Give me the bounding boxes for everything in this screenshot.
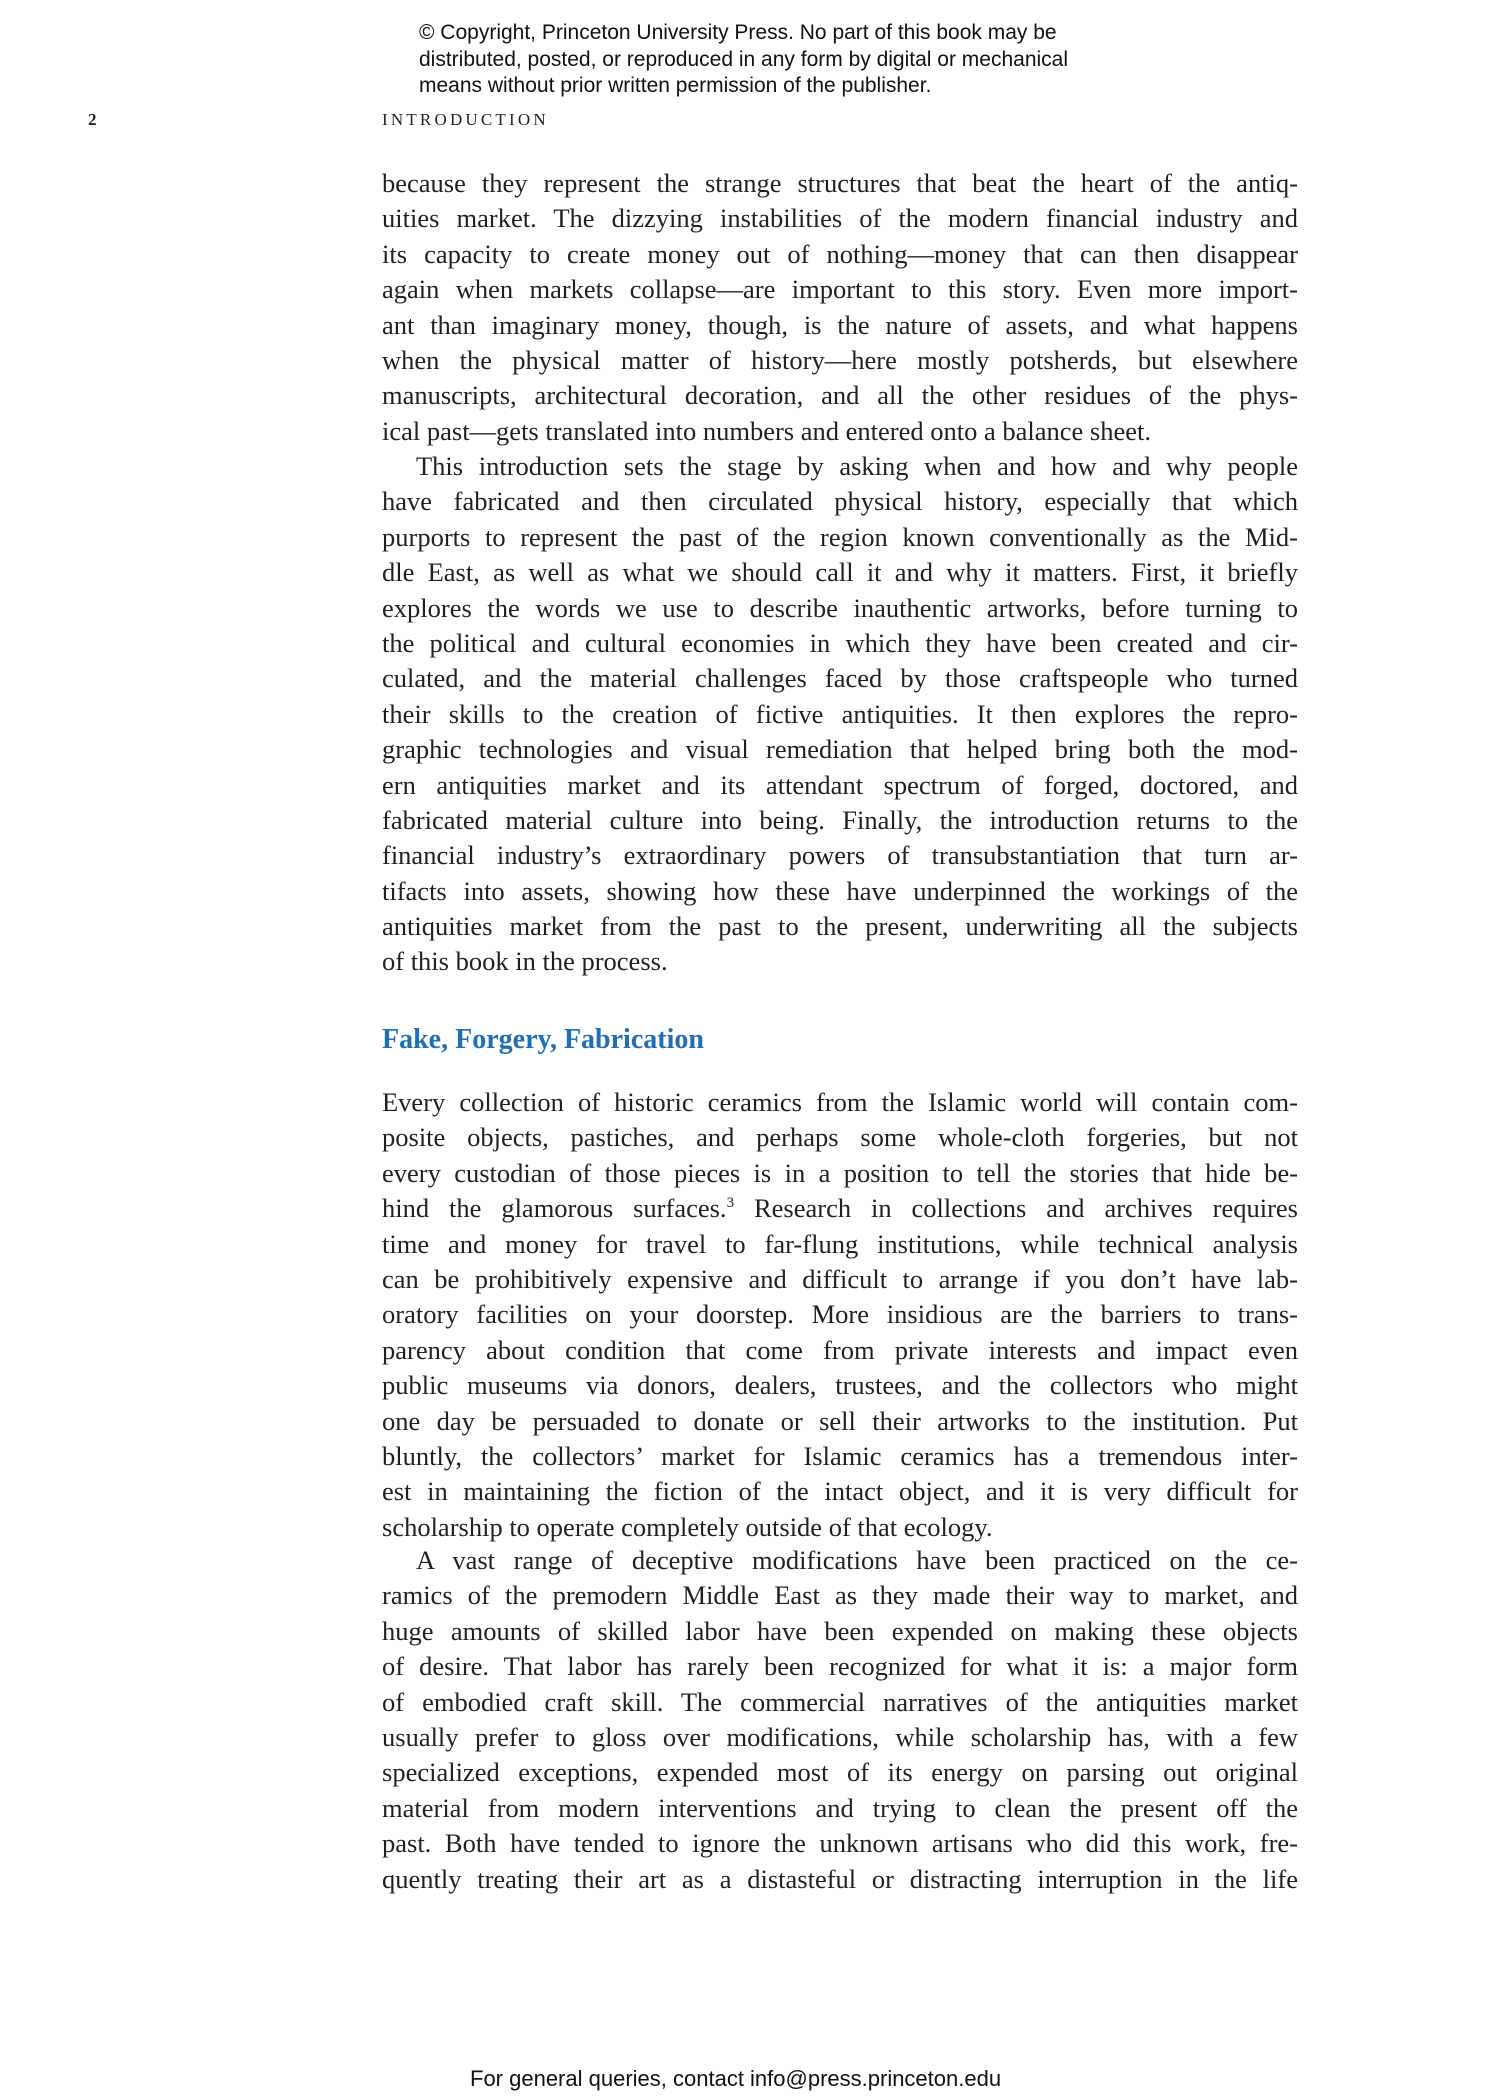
text-line: tifacts into assets, showing how these have underpinned the workings of the bbox=[382, 875, 1298, 906]
text-line: past. Both have tended to ignore the unknown artisans who did this work, fre- bbox=[382, 1828, 1298, 1859]
text-line: quently treating their art as a distasteful or distracting interruption in the life bbox=[382, 1863, 1298, 1894]
text-line: of this book in the process. bbox=[382, 946, 668, 977]
text-segment: hind the glamorous surfaces. bbox=[382, 1193, 727, 1224]
text-line: huge amounts of skilled labor have been expended on making these objects bbox=[382, 1615, 1298, 1646]
footnote-reference[interactable]: 3 bbox=[726, 1195, 735, 1212]
text-line: public museums via donors, dealers, trustees, and the collectors who might bbox=[382, 1370, 1298, 1401]
text-line: can be prohibitively expensive and difficult to arrange if you don’t have lab- bbox=[382, 1263, 1298, 1294]
text-line: parency about condition that come from private interests and impact even bbox=[382, 1334, 1298, 1365]
text-line: every custodian of those pieces is in a position to tell the stories that hide be- bbox=[382, 1157, 1298, 1188]
text-segment: Research in collections and archives requires bbox=[734, 1193, 1298, 1224]
paragraph bbox=[382, 166, 1298, 449]
text-line: because they represent the strange structures that beat the heart of the antiq- bbox=[382, 168, 1298, 198]
text-line: usually prefer to gloss over modifications, while scholarship has, with a few bbox=[382, 1721, 1298, 1752]
text-line: the political and cultural economies in which they have been created and cir- bbox=[382, 627, 1298, 658]
text-line: culated, and the material challenges faced by those craftspeople who turned bbox=[382, 663, 1298, 694]
text-line: of desire. That labor has rarely been recognized for what it is: a major form bbox=[382, 1651, 1298, 1682]
text-line: again when markets collapse—are important to this story. Even more import- bbox=[382, 274, 1298, 305]
text-line: manuscripts, architectural decoration, and all the other residues of the phys- bbox=[382, 380, 1298, 411]
text-line: est in maintaining the fiction of the intact object, and it is very difficult for bbox=[382, 1476, 1298, 1507]
text-line: graphic technologies and visual remediation that helped bring both the mod- bbox=[382, 734, 1298, 765]
text-line: time and money for travel to far-flung institutions, while technical analysis bbox=[382, 1228, 1298, 1259]
text-line: posite objects, pastiches, and perhaps some whole-cloth forgeries, but not bbox=[382, 1122, 1298, 1153]
text-line: A vast range of deceptive modifications have been practiced on the ce- bbox=[416, 1545, 1298, 1575]
text-line: uities market. The dizzying instabilities of the modern financial industry and bbox=[382, 203, 1298, 234]
text-line: explores the words we use to describe inauthentic artworks, before turning to bbox=[382, 592, 1298, 623]
footer-contact: For general queries, contact info@press.princeton.edu bbox=[470, 2066, 1002, 2091]
text-line: ramics of the premodern Middle East as they made their way to market, and bbox=[382, 1580, 1298, 1611]
text-line: of embodied craft skill. The commercial narratives of the antiquities market bbox=[382, 1686, 1298, 1717]
page-number: 2 bbox=[88, 110, 97, 129]
paragraph bbox=[382, 1085, 1298, 1545]
text-line: one day be persuaded to donate or sell their artworks to the institution. Put bbox=[382, 1405, 1298, 1436]
text-line: ant than imaginary money, though, is the nature of assets, and what happens bbox=[382, 309, 1298, 340]
paragraph bbox=[382, 449, 1298, 980]
copyright-notice bbox=[419, 20, 1068, 100]
text-line: bluntly, the collectors’ market for Islamic ceramics has a tremendous inter- bbox=[382, 1440, 1298, 1471]
text-line: oratory facilities on your doorstep. More insidious are the barriers to trans- bbox=[382, 1299, 1298, 1330]
text-line: their skills to the creation of fictive antiquities. It then explores the repro- bbox=[382, 698, 1298, 729]
text-line: financial industry’s extraordinary powers of transubstantiation that turn ar- bbox=[382, 840, 1298, 871]
text-line: specialized exceptions, expended most of its energy on parsing out original bbox=[382, 1757, 1298, 1788]
paragraph bbox=[382, 1543, 1298, 1897]
text-line: Every collection of historic ceramics from the Islamic world will contain com- bbox=[382, 1087, 1298, 1117]
section-heading: Fake, Forgery, Fabrication bbox=[382, 1024, 704, 1055]
copyright-line: means without prior written permission of the publisher. bbox=[419, 74, 932, 97]
copyright-line: © Copyright, Princeton University Press. No part of this book may be bbox=[419, 21, 1057, 44]
text-line: dle East, as well as what we should call it and why it matters. First, it briefly bbox=[382, 557, 1298, 588]
text-line: This introduction sets the stage by asking when and how and why people bbox=[416, 451, 1298, 481]
text-line: when the physical matter of history—here mostly potsherds, but elsewhere bbox=[382, 344, 1298, 375]
text-line: fabricated material culture into being. Finally, the introduction returns to the bbox=[382, 804, 1298, 835]
text-line: its capacity to create money out of nothing—money that can then disappear bbox=[382, 238, 1298, 269]
copyright-line: distributed, posted, or reproduced in any form by digital or mechanical bbox=[419, 47, 1069, 71]
text-line: ical past—gets translated into numbers and entered onto a balance sheet. bbox=[382, 415, 1151, 446]
text-line: purports to represent the past of the region known conventionally as the Mid- bbox=[382, 521, 1298, 552]
running-head: INTRODUCTION bbox=[382, 110, 549, 129]
text-line: have fabricated and then circulated physical history, especially that which bbox=[382, 486, 1298, 517]
text-line: scholarship to operate completely outside of that ecology. bbox=[382, 1511, 993, 1542]
text-line: material from modern interventions and trying to clean the present off the bbox=[382, 1792, 1298, 1823]
text-line: antiquities market from the past to the present, underwriting all the subjects bbox=[382, 911, 1298, 942]
text-line: ern antiquities market and its attendant spectrum of forged, doctored, and bbox=[382, 769, 1298, 800]
text-line bbox=[382, 1191, 1298, 1226]
